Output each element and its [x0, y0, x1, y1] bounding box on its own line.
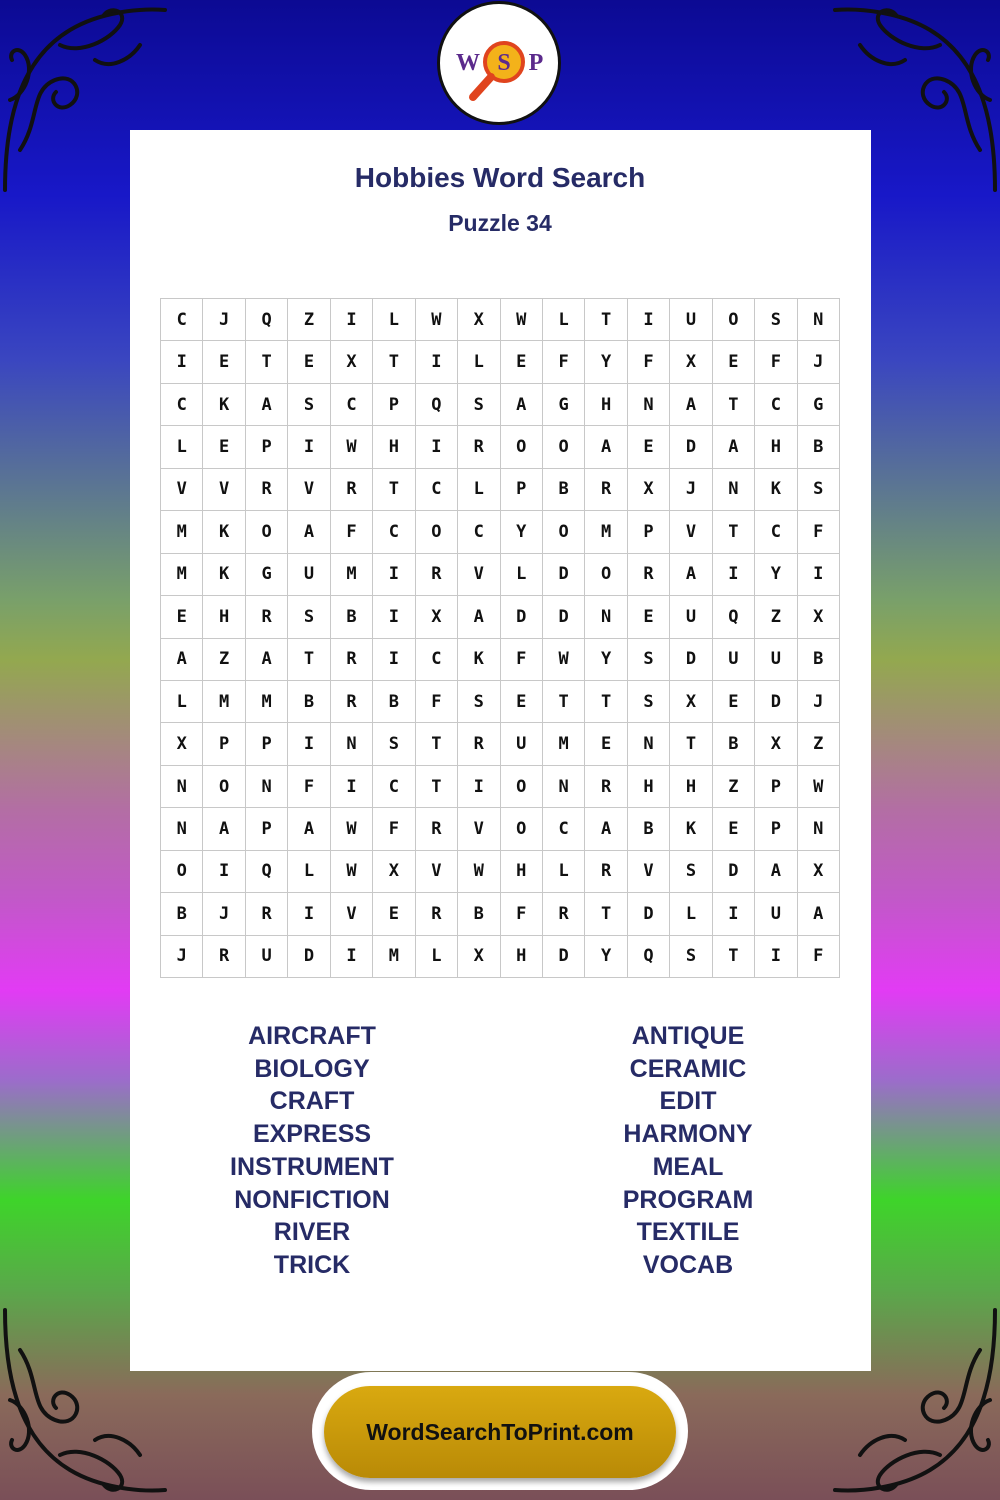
grid-cell[interactable]: X — [755, 723, 797, 765]
grid-cell[interactable]: O — [713, 299, 755, 341]
grid-cell[interactable]: B — [543, 469, 585, 511]
grid-cell[interactable]: A — [670, 384, 712, 426]
grid-cell[interactable]: Z — [288, 299, 330, 341]
grid-cell[interactable]: C — [373, 766, 415, 808]
grid-cell[interactable]: B — [373, 681, 415, 723]
grid-cell[interactable]: X — [798, 851, 840, 893]
grid-cell[interactable]: R — [458, 426, 500, 468]
grid-cell[interactable]: D — [543, 554, 585, 596]
grid-cell[interactable]: F — [501, 639, 543, 681]
grid-cell[interactable]: L — [161, 426, 203, 468]
grid-cell[interactable]: E — [628, 596, 670, 638]
grid-cell[interactable]: Z — [713, 766, 755, 808]
word-list-item: CRAFT — [269, 1087, 355, 1116]
grid-cell[interactable]: F — [501, 893, 543, 935]
grid-cell[interactable]: K — [458, 639, 500, 681]
grid-cell[interactable]: I — [755, 936, 797, 978]
word-list-item: HARMONY — [623, 1120, 753, 1149]
grid-cell[interactable]: F — [628, 341, 670, 383]
grid-cell[interactable]: O — [501, 766, 543, 808]
logo-letter-w: W — [456, 50, 480, 76]
grid-cell[interactable]: O — [246, 511, 288, 553]
grid-cell[interactable]: E — [501, 681, 543, 723]
grid-cell[interactable]: A — [246, 384, 288, 426]
grid-cell[interactable]: K — [203, 511, 245, 553]
grid-cell[interactable]: H — [755, 426, 797, 468]
grid-cell[interactable]: F — [373, 808, 415, 850]
grid-cell[interactable]: V — [203, 469, 245, 511]
grid-cell[interactable]: U — [288, 554, 330, 596]
grid-cell[interactable]: M — [585, 511, 627, 553]
letter-grid — [160, 298, 840, 978]
grid-cell[interactable]: P — [501, 469, 543, 511]
grid-cell[interactable]: Y — [755, 554, 797, 596]
grid-cell[interactable]: N — [161, 766, 203, 808]
grid-cell[interactable]: W — [331, 808, 373, 850]
page-title: Hobbies Word Search — [354, 162, 646, 193]
grid-cell[interactable]: H — [203, 596, 245, 638]
grid-cell[interactable]: X — [670, 681, 712, 723]
grid-cell[interactable]: U — [713, 639, 755, 681]
grid-cell[interactable]: C — [331, 384, 373, 426]
grid-cell[interactable]: D — [755, 681, 797, 723]
word-list-item: TRICK — [273, 1250, 351, 1279]
grid-cell[interactable]: M — [161, 511, 203, 553]
grid-cell[interactable]: S — [628, 681, 670, 723]
grid-cell[interactable]: T — [416, 723, 458, 765]
grid-cell[interactable]: O — [501, 808, 543, 850]
grid-cell[interactable]: A — [713, 426, 755, 468]
grid-cell[interactable]: B — [628, 808, 670, 850]
grid-cell[interactable]: E — [203, 426, 245, 468]
grid-cell[interactable]: Z — [203, 639, 245, 681]
grid-cell[interactable]: C — [161, 384, 203, 426]
grid-cell[interactable]: T — [416, 766, 458, 808]
grid-cell[interactable]: Y — [585, 341, 627, 383]
grid-cell[interactable]: B — [713, 723, 755, 765]
grid-cell[interactable]: B — [288, 681, 330, 723]
word-list-item: MEAL — [652, 1152, 724, 1181]
word-list-item: CERAMIC — [629, 1054, 747, 1083]
grid-cell[interactable]: R — [458, 723, 500, 765]
grid-cell[interactable]: R — [585, 851, 627, 893]
grid-cell[interactable]: X — [416, 596, 458, 638]
grid-cell[interactable]: T — [288, 639, 330, 681]
grid-cell[interactable]: N — [713, 469, 755, 511]
grid-cell[interactable]: U — [246, 936, 288, 978]
grid-cell[interactable]: P — [628, 511, 670, 553]
grid-cell[interactable]: P — [755, 808, 797, 850]
grid-cell[interactable]: N — [543, 766, 585, 808]
grid-cell[interactable]: V — [331, 893, 373, 935]
grid-cell[interactable]: I — [331, 766, 373, 808]
grid-cell[interactable]: H — [628, 766, 670, 808]
grid-cell[interactable]: N — [246, 766, 288, 808]
grid-cell[interactable]: V — [458, 808, 500, 850]
grid-cell[interactable]: A — [755, 851, 797, 893]
word-list-item: VOCAB — [642, 1250, 734, 1279]
grid-cell[interactable]: B — [458, 893, 500, 935]
site-logo[interactable] — [437, 1, 561, 125]
grid-cell[interactable]: S — [670, 851, 712, 893]
grid-cell[interactable]: C — [416, 469, 458, 511]
grid-cell[interactable]: Z — [755, 596, 797, 638]
grid-cell[interactable]: W — [331, 426, 373, 468]
grid-cell[interactable]: D — [670, 639, 712, 681]
grid-cell[interactable]: U — [755, 639, 797, 681]
grid-cell[interactable]: C — [543, 808, 585, 850]
grid-cell[interactable]: Y — [585, 936, 627, 978]
grid-cell[interactable]: T — [585, 893, 627, 935]
grid-cell[interactable]: C — [161, 299, 203, 341]
grid-cell[interactable]: N — [628, 723, 670, 765]
grid-cell[interactable]: M — [161, 554, 203, 596]
grid-cell[interactable]: N — [331, 723, 373, 765]
grid-cell[interactable]: K — [755, 469, 797, 511]
grid-cell[interactable]: L — [161, 681, 203, 723]
word-list-item: AIRCRAFT — [248, 1022, 376, 1050]
grid-cell[interactable]: V — [458, 554, 500, 596]
grid-cell[interactable]: J — [161, 936, 203, 978]
grid-cell[interactable]: U — [755, 893, 797, 935]
grid-cell[interactable]: I — [288, 893, 330, 935]
grid-cell[interactable]: O — [543, 511, 585, 553]
grid-cell[interactable]: D — [670, 426, 712, 468]
grid-cell[interactable]: G — [246, 554, 288, 596]
grid-cell[interactable]: A — [246, 639, 288, 681]
word-list-left — [162, 1020, 462, 1282]
grid-cell[interactable]: A — [501, 384, 543, 426]
grid-cell[interactable]: C — [416, 639, 458, 681]
grid-cell[interactable]: X — [161, 723, 203, 765]
grid-cell[interactable]: H — [373, 426, 415, 468]
grid-cell[interactable]: L — [501, 554, 543, 596]
grid-cell[interactable]: I — [161, 341, 203, 383]
grid-cell[interactable]: W — [798, 766, 840, 808]
grid-cell[interactable]: V — [416, 851, 458, 893]
grid-cell[interactable]: O — [543, 426, 585, 468]
grid-cell[interactable]: C — [755, 511, 797, 553]
grid-cell[interactable]: A — [798, 893, 840, 935]
grid-cell[interactable]: N — [585, 596, 627, 638]
grid-cell[interactable]: B — [331, 596, 373, 638]
grid-cell[interactable]: L — [543, 299, 585, 341]
grid-cell[interactable]: J — [203, 893, 245, 935]
grid-cell[interactable]: D — [501, 596, 543, 638]
grid-cell[interactable]: E — [713, 681, 755, 723]
grid-cell[interactable]: O — [585, 554, 627, 596]
grid-cell[interactable]: S — [458, 384, 500, 426]
grid-cell[interactable]: S — [798, 469, 840, 511]
word-list-item: ANTIQUE — [631, 1022, 745, 1050]
grid-cell[interactable]: Q — [713, 596, 755, 638]
grid-cell[interactable]: F — [288, 766, 330, 808]
grid-cell[interactable]: T — [713, 936, 755, 978]
grid-cell[interactable]: Q — [416, 384, 458, 426]
grid-cell[interactable]: V — [161, 469, 203, 511]
grid-cell[interactable]: E — [161, 596, 203, 638]
grid-cell[interactable]: Q — [246, 851, 288, 893]
grid-cell[interactable]: P — [373, 384, 415, 426]
grid-cell[interactable]: N — [798, 299, 840, 341]
grid-cell[interactable]: X — [670, 341, 712, 383]
grid-cell[interactable]: R — [203, 936, 245, 978]
grid-cell[interactable]: Q — [246, 299, 288, 341]
grid-cell[interactable]: C — [373, 511, 415, 553]
grid-cell[interactable]: F — [416, 681, 458, 723]
grid-cell[interactable]: B — [798, 639, 840, 681]
grid-cell[interactable]: T — [713, 511, 755, 553]
word-list-item: INSTRUMENT — [230, 1152, 394, 1181]
grid-cell[interactable]: V — [670, 511, 712, 553]
word-list-item: TEXTILE — [636, 1218, 740, 1247]
grid-cell[interactable]: R — [628, 554, 670, 596]
grid-cell[interactable]: R — [331, 469, 373, 511]
grid-cell[interactable]: I — [628, 299, 670, 341]
word-list-item: EDIT — [659, 1087, 717, 1116]
grid-cell[interactable]: L — [458, 469, 500, 511]
grid-cell[interactable]: E — [628, 426, 670, 468]
grid-cell[interactable]: L — [288, 851, 330, 893]
grid-cell[interactable]: N — [798, 808, 840, 850]
grid-cell[interactable]: E — [713, 341, 755, 383]
grid-cell[interactable]: I — [713, 554, 755, 596]
grid-cell[interactable]: V — [628, 851, 670, 893]
grid-cell[interactable]: T — [543, 681, 585, 723]
grid-cell[interactable]: I — [203, 851, 245, 893]
grid-cell[interactable]: T — [373, 469, 415, 511]
grid-cell[interactable]: I — [458, 766, 500, 808]
grid-cell[interactable]: H — [670, 766, 712, 808]
word-list-right — [538, 1020, 838, 1282]
grid-cell[interactable]: E — [203, 341, 245, 383]
grid-cell[interactable]: S — [670, 936, 712, 978]
grid-cell[interactable]: L — [416, 936, 458, 978]
puzzle-number: Puzzle 34 — [448, 210, 552, 236]
grid-cell[interactable]: A — [670, 554, 712, 596]
grid-cell[interactable]: Y — [585, 639, 627, 681]
grid-cell[interactable]: S — [288, 596, 330, 638]
grid-cell[interactable]: O — [203, 766, 245, 808]
logo-letter-s: S — [497, 50, 511, 76]
word-list-item: EXPRESS — [252, 1120, 372, 1149]
grid-cell[interactable]: X — [628, 469, 670, 511]
grid-cell[interactable]: L — [373, 299, 415, 341]
grid-cell[interactable]: G — [543, 384, 585, 426]
grid-cell[interactable]: I — [373, 554, 415, 596]
grid-cell[interactable]: A — [585, 808, 627, 850]
grid-cell[interactable]: T — [585, 299, 627, 341]
grid-cell[interactable]: Z — [798, 723, 840, 765]
grid-cell[interactable]: N — [628, 384, 670, 426]
grid-cell[interactable]: P — [755, 766, 797, 808]
grid-cell[interactable]: M — [543, 723, 585, 765]
grid-cell[interactable]: X — [458, 936, 500, 978]
grid-cell[interactable]: U — [670, 596, 712, 638]
grid-cell[interactable]: S — [288, 384, 330, 426]
grid-cell[interactable]: T — [670, 723, 712, 765]
grid-cell[interactable]: J — [798, 341, 840, 383]
grid-cell[interactable]: O — [161, 851, 203, 893]
grid-cell[interactable]: J — [670, 469, 712, 511]
grid-cell[interactable]: M — [331, 554, 373, 596]
grid-cell[interactable]: R — [416, 893, 458, 935]
grid-cell[interactable]: E — [713, 808, 755, 850]
grid-cell[interactable]: J — [203, 299, 245, 341]
grid-cell[interactable]: R — [246, 596, 288, 638]
magnifier-icon — [473, 77, 491, 97]
grid-cell[interactable]: I — [373, 639, 415, 681]
grid-cell[interactable]: X — [373, 851, 415, 893]
grid-cell[interactable]: H — [501, 851, 543, 893]
grid-cell[interactable]: N — [161, 808, 203, 850]
grid-cell[interactable]: D — [288, 936, 330, 978]
grid-cell[interactable]: I — [713, 893, 755, 935]
logo-letter-p: P — [528, 50, 544, 76]
grid-cell[interactable]: I — [798, 554, 840, 596]
grid-cell[interactable]: I — [288, 426, 330, 468]
grid-cell[interactable]: W — [543, 639, 585, 681]
grid-cell[interactable]: L — [543, 851, 585, 893]
grid-cell[interactable]: W — [331, 851, 373, 893]
grid-cell[interactable]: A — [288, 808, 330, 850]
website-button[interactable]: WordSearchToPrint.com — [324, 1386, 676, 1478]
grid-cell[interactable]: O — [501, 426, 543, 468]
grid-cell[interactable]: R — [416, 554, 458, 596]
grid-cell[interactable]: H — [585, 384, 627, 426]
grid-cell[interactable]: K — [203, 554, 245, 596]
grid-cell[interactable]: I — [416, 426, 458, 468]
grid-cell[interactable]: A — [203, 808, 245, 850]
grid-cell[interactable]: I — [373, 596, 415, 638]
grid-cell[interactable]: T — [246, 341, 288, 383]
grid-cell[interactable]: I — [331, 299, 373, 341]
grid-cell[interactable]: U — [670, 299, 712, 341]
word-list-item: PROGRAM — [622, 1185, 754, 1214]
grid-cell[interactable]: P — [246, 426, 288, 468]
word-list-item: RIVER — [273, 1218, 351, 1247]
grid-cell[interactable]: Q — [628, 936, 670, 978]
grid-cell[interactable]: K — [670, 808, 712, 850]
grid-cell[interactable]: E — [288, 341, 330, 383]
grid-cell[interactable]: R — [585, 469, 627, 511]
grid-cell[interactable]: E — [373, 893, 415, 935]
grid-cell[interactable]: B — [161, 893, 203, 935]
grid-cell[interactable]: J — [798, 681, 840, 723]
grid-cell[interactable]: T — [373, 341, 415, 383]
grid-cell[interactable]: V — [288, 469, 330, 511]
grid-cell[interactable]: F — [798, 936, 840, 978]
grid-cell[interactable]: M — [373, 936, 415, 978]
grid-cell[interactable]: S — [458, 681, 500, 723]
grid-cell[interactable]: W — [501, 299, 543, 341]
grid-cell[interactable]: R — [416, 808, 458, 850]
grid-cell[interactable]: M — [246, 681, 288, 723]
grid-cell[interactable]: T — [585, 681, 627, 723]
grid-cell[interactable]: X — [458, 299, 500, 341]
grid-cell[interactable]: P — [246, 723, 288, 765]
grid-cell[interactable]: R — [331, 639, 373, 681]
grid-cell[interactable]: W — [458, 851, 500, 893]
grid-cell[interactable]: T — [713, 384, 755, 426]
grid-cell[interactable]: C — [458, 511, 500, 553]
grid-cell[interactable]: L — [670, 893, 712, 935]
grid-cell[interactable]: F — [755, 341, 797, 383]
grid-cell[interactable]: E — [585, 723, 627, 765]
grid-cell[interactable]: R — [543, 893, 585, 935]
grid-cell[interactable]: A — [288, 511, 330, 553]
grid-cell[interactable]: I — [416, 341, 458, 383]
grid-cell[interactable]: S — [373, 723, 415, 765]
grid-cell[interactable]: M — [203, 681, 245, 723]
grid-cell[interactable]: X — [331, 341, 373, 383]
grid-cell[interactable]: R — [585, 766, 627, 808]
word-list-item: NONFICTION — [234, 1185, 390, 1214]
grid-cell[interactable]: P — [203, 723, 245, 765]
grid-cell[interactable]: S — [628, 639, 670, 681]
grid-cell[interactable]: C — [755, 384, 797, 426]
grid-cell[interactable]: L — [458, 341, 500, 383]
grid-cell[interactable]: A — [458, 596, 500, 638]
grid-cell[interactable]: I — [331, 936, 373, 978]
grid-cell[interactable]: F — [798, 511, 840, 553]
grid-cell[interactable]: U — [501, 723, 543, 765]
grid-cell[interactable]: K — [203, 384, 245, 426]
grid-cell[interactable]: D — [543, 936, 585, 978]
grid-cell[interactable]: R — [246, 893, 288, 935]
grid-cell[interactable]: X — [798, 596, 840, 638]
grid-cell[interactable]: W — [416, 299, 458, 341]
grid-cell[interactable]: D — [628, 893, 670, 935]
grid-cell[interactable]: R — [246, 469, 288, 511]
grid-cell[interactable]: F — [543, 341, 585, 383]
grid-cell[interactable]: E — [501, 341, 543, 383]
grid-cell[interactable]: F — [331, 511, 373, 553]
grid-cell[interactable]: G — [798, 384, 840, 426]
grid-cell[interactable]: I — [288, 723, 330, 765]
grid-cell[interactable]: B — [798, 426, 840, 468]
grid-cell[interactable]: D — [543, 596, 585, 638]
grid-cell[interactable]: O — [416, 511, 458, 553]
grid-cell[interactable]: P — [246, 808, 288, 850]
grid-cell[interactable]: H — [501, 936, 543, 978]
grid-cell[interactable]: A — [585, 426, 627, 468]
word-list-item: BIOLOGY — [254, 1054, 370, 1083]
grid-cell[interactable]: Y — [501, 511, 543, 553]
grid-cell[interactable]: S — [755, 299, 797, 341]
grid-cell[interactable]: A — [161, 639, 203, 681]
grid-cell[interactable]: D — [713, 851, 755, 893]
grid-cell[interactable]: R — [331, 681, 373, 723]
